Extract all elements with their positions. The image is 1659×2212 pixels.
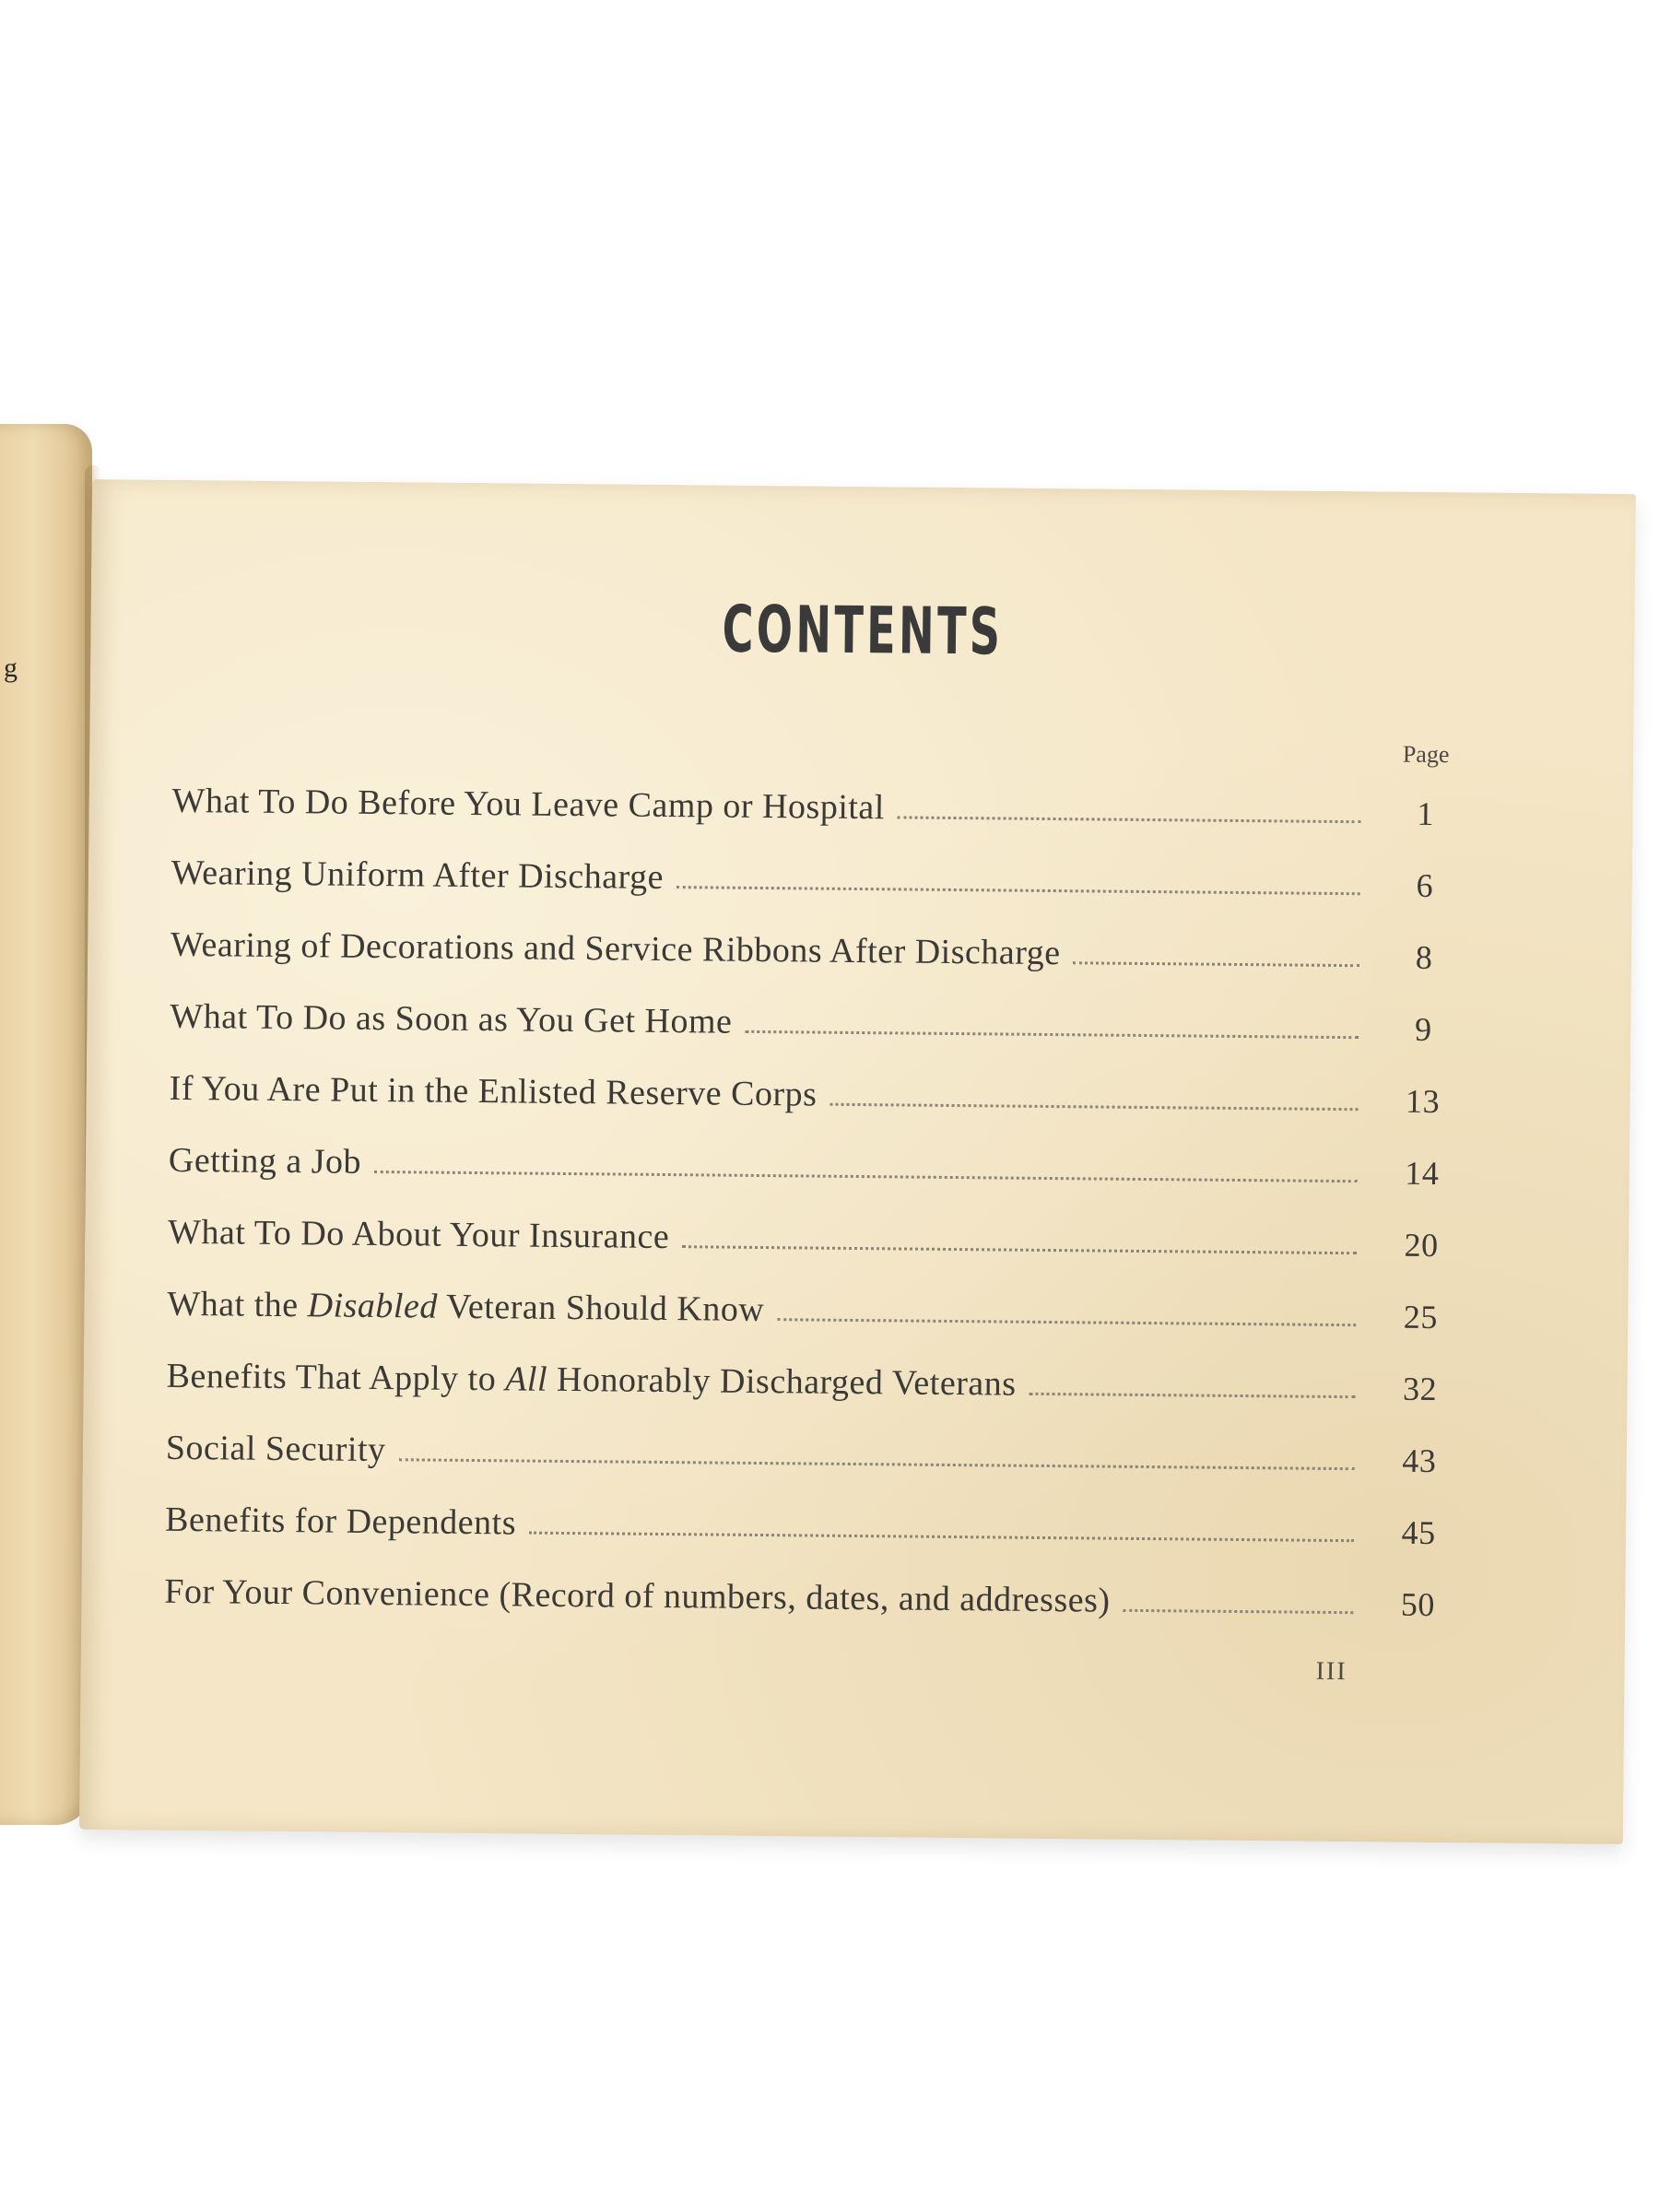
toc-entry-title-after: Veteran Should Know [445,1287,765,1330]
left-page-edge [0,424,92,1825]
toc-entry-title: What To Do as Soon as You Get Home [170,996,733,1041]
toc-entry-page: 8 [1415,938,1433,976]
toc-entry-page: 13 [1405,1082,1441,1121]
toc-entry[interactable] [81,1539,1626,1626]
contents-page [79,479,1636,1844]
page-column-label: Page [1402,740,1450,769]
toc-entry-title: Wearing Uniform After Discharge [171,853,665,897]
toc-entry-page: 9 [1414,1010,1432,1048]
left-page-glyph: g [4,653,18,683]
dot-leader [745,1030,1359,1039]
toc-entry-title-emphasis: Disabled [307,1286,439,1326]
toc-entry-title: Social Security [165,1428,386,1470]
toc-entry-page: 20 [1404,1226,1439,1265]
dot-leader [677,886,1360,895]
dot-leader [398,1458,1354,1470]
dot-leader [1073,961,1359,967]
toc-entry-title-emphasis: All [504,1359,548,1399]
table-of-contents [81,748,1633,1626]
dot-leader [1029,1393,1355,1398]
toc-entry-page: 45 [1401,1513,1436,1552]
toc-entry-title: Wearing of Decorations and Service Ribbons After Discharge [170,924,1061,973]
toc-entry-page: 14 [1405,1154,1440,1193]
toc-entry-page: 1 [1417,794,1435,832]
toc-entry-title-before: Benefits That Apply to [166,1356,497,1399]
dot-leader [777,1318,1356,1326]
toc-entry-title: For Your Convenience (Record of numbers, dates, and addresses) [164,1571,1111,1620]
dot-leader [830,1103,1358,1112]
dot-leader [898,816,1361,823]
toc-entry-title: What To Do Before You Leave Camp or Hospital [171,781,886,828]
dot-leader [1123,1609,1353,1614]
toc-entry-title-before: What the [167,1284,299,1325]
toc-entry-title [84,1283,764,1330]
toc-entry-page: 6 [1416,866,1434,904]
toc-entry-page: 43 [1402,1441,1437,1480]
toc-entry-title: Benefits for Dependents [164,1500,517,1543]
dot-leader [682,1245,1357,1254]
toc-entry-title-after: Honorably Discharged Veterans [556,1359,1017,1404]
toc-entry-title: Getting a Job [168,1140,362,1182]
dot-leader [529,1532,1354,1543]
toc-entry-title: If You Are Put in the Enlisted Reserve Corps [169,1068,818,1114]
page-title: CONTENTS [722,591,1004,670]
toc-entry-page: 50 [1400,1585,1436,1624]
toc-entry-title: What To Do About Your Insurance [167,1212,670,1257]
toc-entry-page: 25 [1403,1298,1439,1336]
toc-entry-page: 32 [1402,1370,1438,1408]
page-folio: III [1315,1656,1347,1687]
dot-leader [374,1171,1358,1182]
